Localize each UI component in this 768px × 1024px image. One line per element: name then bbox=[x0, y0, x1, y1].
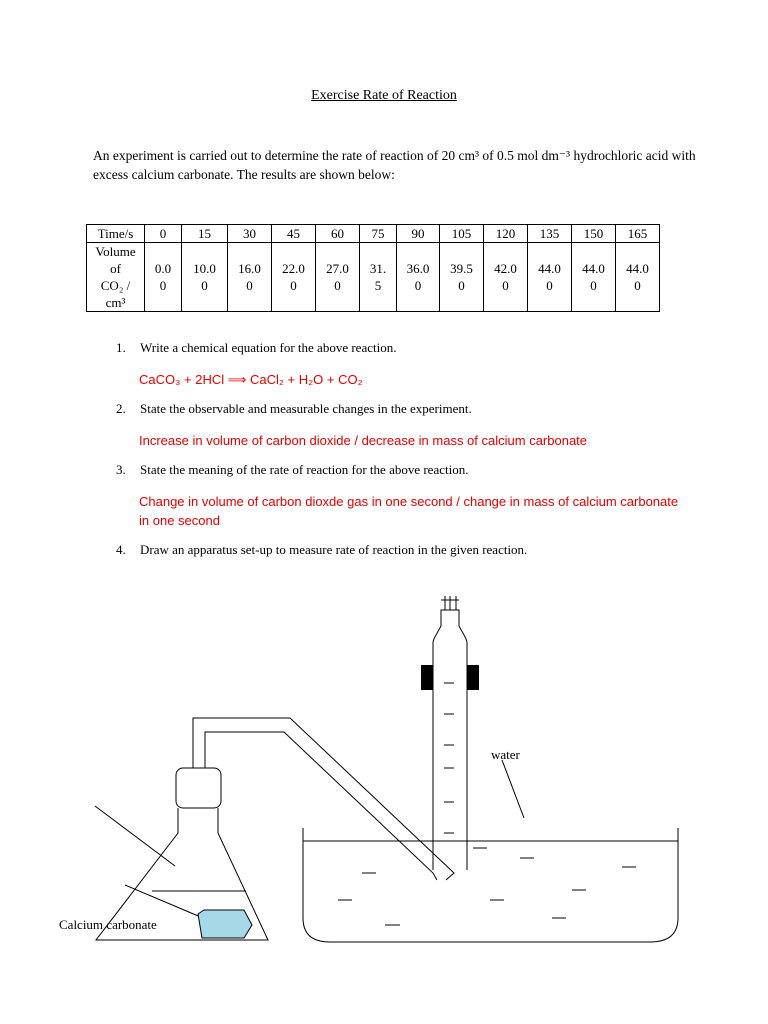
burette bbox=[433, 610, 467, 870]
time-cell: 165 bbox=[616, 225, 660, 243]
volume-value-cont: 0 bbox=[634, 278, 641, 293]
volume-value-cont: 0 bbox=[414, 278, 422, 293]
time-cell: 0 bbox=[145, 225, 182, 243]
calcium-carbonate-label: Calcium carbonate bbox=[59, 917, 157, 932]
volume-value-cont: 0 bbox=[246, 278, 253, 293]
time-cell: 135 bbox=[528, 225, 572, 243]
volume-value: 31. bbox=[369, 261, 387, 276]
volume-value-cont: 5 bbox=[374, 278, 382, 293]
volume-value: 0.0 bbox=[154, 261, 172, 276]
volume-header-line: of bbox=[110, 261, 121, 276]
volume-value-cont: 0 bbox=[546, 278, 553, 293]
volume-value-cont: 0 bbox=[502, 278, 509, 293]
volume-value: 44.0 bbox=[582, 261, 605, 276]
time-cell: 60 bbox=[316, 225, 360, 243]
solid-pointer-line bbox=[125, 885, 203, 918]
volume-value: 36.0 bbox=[406, 261, 430, 276]
question-text: State the observable and measurable changes in the experiment. bbox=[140, 401, 472, 416]
volume-header-line: cm³ bbox=[105, 295, 126, 310]
volume-value-cont: 0 bbox=[590, 278, 597, 293]
time-cell: 75 bbox=[360, 225, 397, 243]
volume-value-cont: 0 bbox=[290, 278, 297, 293]
calcium-carbonate-solid bbox=[198, 910, 252, 938]
question-number: 1. bbox=[116, 340, 126, 355]
volume-value: 42.0 bbox=[494, 261, 517, 276]
time-cell: 45 bbox=[272, 225, 316, 243]
time-cell: 150 bbox=[572, 225, 616, 243]
volume-value-cont: 0 bbox=[458, 278, 465, 293]
volume-value: 10.0 bbox=[193, 261, 216, 276]
water-pointer bbox=[502, 760, 524, 818]
volume-value-cont: 0 bbox=[334, 278, 341, 293]
page-title: Exercise Rate of Reaction bbox=[311, 88, 457, 103]
time-cell: 30 bbox=[228, 225, 272, 243]
answer-3: Change in volume of carbon dioxde gas in one second / change in mass of calcium carbonate in one second bbox=[139, 494, 679, 528]
flask-stopper bbox=[176, 768, 221, 808]
volume-value: 22.0 bbox=[282, 261, 305, 276]
volume-header-line: CO₂ / bbox=[100, 278, 131, 293]
volume-header-line: Volume bbox=[95, 244, 136, 259]
delivery-tube-inner bbox=[205, 732, 437, 880]
volume-value: 44.0 bbox=[538, 261, 561, 276]
time-header: Time/s bbox=[87, 225, 145, 243]
question-number: 4. bbox=[116, 542, 126, 557]
flask-pointer-line bbox=[95, 806, 175, 866]
answer-1: CaCO₃ + 2HCl ⟹ CaCl₂ + H₂O + CO₂ bbox=[139, 372, 363, 387]
question-number: 2. bbox=[116, 401, 126, 416]
time-cell: 15 bbox=[182, 225, 228, 243]
water-trough bbox=[303, 828, 678, 942]
answer-2: Increase in volume of carbon dioxide / decrease in mass of calcium carbonate bbox=[139, 433, 588, 448]
question-text: Write a chemical equation for the above reaction. bbox=[140, 340, 397, 355]
question-text: State the meaning of the rate of reaction for the above reaction. bbox=[140, 462, 469, 477]
volume-value: 39.5 bbox=[450, 261, 473, 276]
time-cell: 90 bbox=[397, 225, 440, 243]
volume-value-cont: 0 bbox=[201, 278, 208, 293]
question-number: 3. bbox=[116, 462, 126, 477]
volume-value: 16.0 bbox=[238, 261, 261, 276]
water-label: water bbox=[491, 747, 520, 762]
question-text: Draw an apparatus set-up to measure rate of reaction in the given reaction. bbox=[140, 542, 528, 557]
time-cell: 120 bbox=[484, 225, 528, 243]
volume-value: 44.0 bbox=[626, 261, 649, 276]
clamp-right bbox=[467, 665, 479, 690]
volume-value: 27.0 bbox=[326, 261, 349, 276]
clamp-left bbox=[421, 665, 433, 690]
volume-value-cont: 0 bbox=[159, 278, 167, 293]
time-cell: 105 bbox=[440, 225, 484, 243]
intro-paragraph: An experiment is carried out to determine the rate of reaction of 20 cm³ of 0.5 mol dm⁻³ hydrochloric acid with excess calcium carbonate. The results are shown below: bbox=[93, 148, 696, 182]
